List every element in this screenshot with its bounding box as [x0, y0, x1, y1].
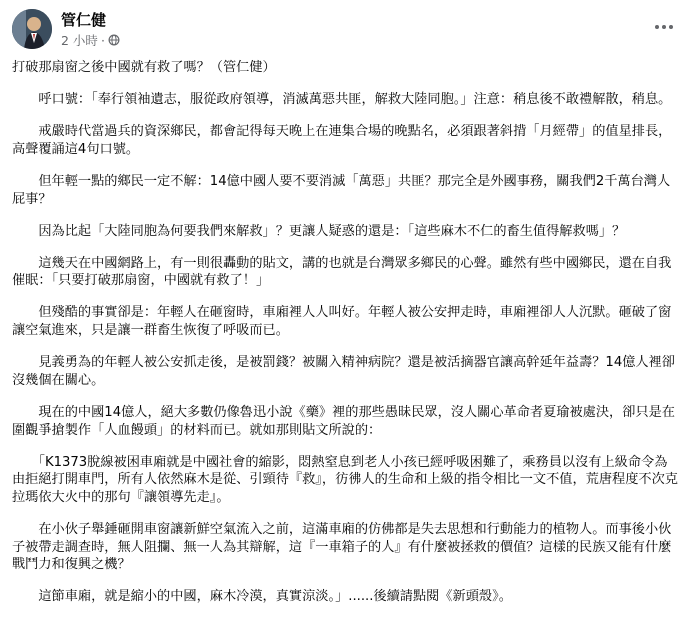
- post-paragraph: 在小伙子舉錘砸開車窗讓新鮮空氣流入之前，這滿車廂的仿佛都是失去思想和行動能力的植物人。而事後小伙子被帶走調查時，無人阻攔、無一人為其辯解，這『一車箱子的人』有什麼被拯救的價值？這樣的民族又能有什麼戰鬥力和復興之機？: [12, 521, 672, 573]
- dot-icon: [669, 25, 673, 29]
- post-paragraph: 現在的中國14億人，絕大多數仍像魯迅小說《藥》裡的那些愚昧民眾，沒人關心革命者夏瑜被處決，卻只是在圍觀爭搶製作「人血饅頭」的材料而已。就如那則貼文所說的：: [12, 404, 675, 438]
- post-time[interactable]: 2 小時: [61, 33, 98, 48]
- author-name[interactable]: 管仁健: [61, 11, 107, 29]
- post-meta: [61, 31, 120, 49]
- post-paragraph: 但年輕一點的鄉民一定不解：14億中國人要不要消滅「萬惡」共匪？那完全是外國事務，關我們2千萬台灣人屁事？: [12, 173, 671, 207]
- post-paragraph: 戒嚴時代當過兵的資深鄉民，都會記得每天晚上在連集合場的晚點名，必須跟著斜揹「月經帶」的值星排長，高聲覆誦這4句口號。: [12, 124, 672, 157]
- meta-separator: ·: [100, 32, 105, 48]
- author-avatar[interactable]: [12, 9, 52, 49]
- post-header: [12, 9, 682, 49]
- post-paragraph: 但殘酷的事實卻是：年輕人在砸窗時，車廂裡人人叫好。年輕人被公安押走時，車廂裡卻人人沉默。砸破了窗讓空氣進來，只是讓一群畜生恢復了呼吸而已。: [12, 305, 672, 339]
- author-avatar-image: [12, 9, 52, 49]
- dot-icon: [655, 25, 659, 29]
- globe-icon[interactable]: [108, 34, 120, 46]
- post-title: 打破那扇窗之後中國就有救了嗎？（管仁健）: [12, 60, 276, 75]
- more-options-button[interactable]: [650, 17, 678, 37]
- post-paragraph: 因為比起「大陸同胞為何要我們來解救」？更讓人疑惑的還是：「這些麻木不仁的畜生值得解救嗎」？: [12, 223, 626, 239]
- post-content: [12, 59, 680, 606]
- dot-icon: [662, 25, 666, 29]
- post-paragraph: 呼口號：「奉行領袖遺志，服從政府領導，消滅萬惡共匪，解救大陸同胞。」注意：稍息後不敢禮解散，稍息。: [12, 92, 672, 108]
- post-paragraph: 這幾天在中國網路上，有一則很轟動的貼文，講的也就是台灣眾多鄉民的心聲。雖然有些中國鄉民，還在自我催眠：「只要打破那扇窗，中國就有救了！」: [12, 255, 672, 289]
- post-paragraph: 見義勇為的年輕人被公安抓走後，是被罰錢？被關入精神病院？還是被活摘器官讓高幹延年益壽？14億人裡卻沒幾個在關心。: [12, 355, 675, 388]
- post-paragraph: 這節車廂，就是縮小的中國，麻木冷漠，真實涼淡。」......後續請點閱《新頭殼》。: [12, 589, 512, 605]
- post-paragraph: 「K1373脫線被困車廂就是中國社會的縮影，悶熱窒息到老人小孩已經呼吸困難了，乘務員以沒有上級命令為由拒絕打開車門，所有人依然麻木是從、引頸待『救』，彷彿人的生命和上級的指令相比一文不值，荒唐程度不次克拉瑪依大火中的那句『讓領導先走』。: [12, 454, 678, 505]
